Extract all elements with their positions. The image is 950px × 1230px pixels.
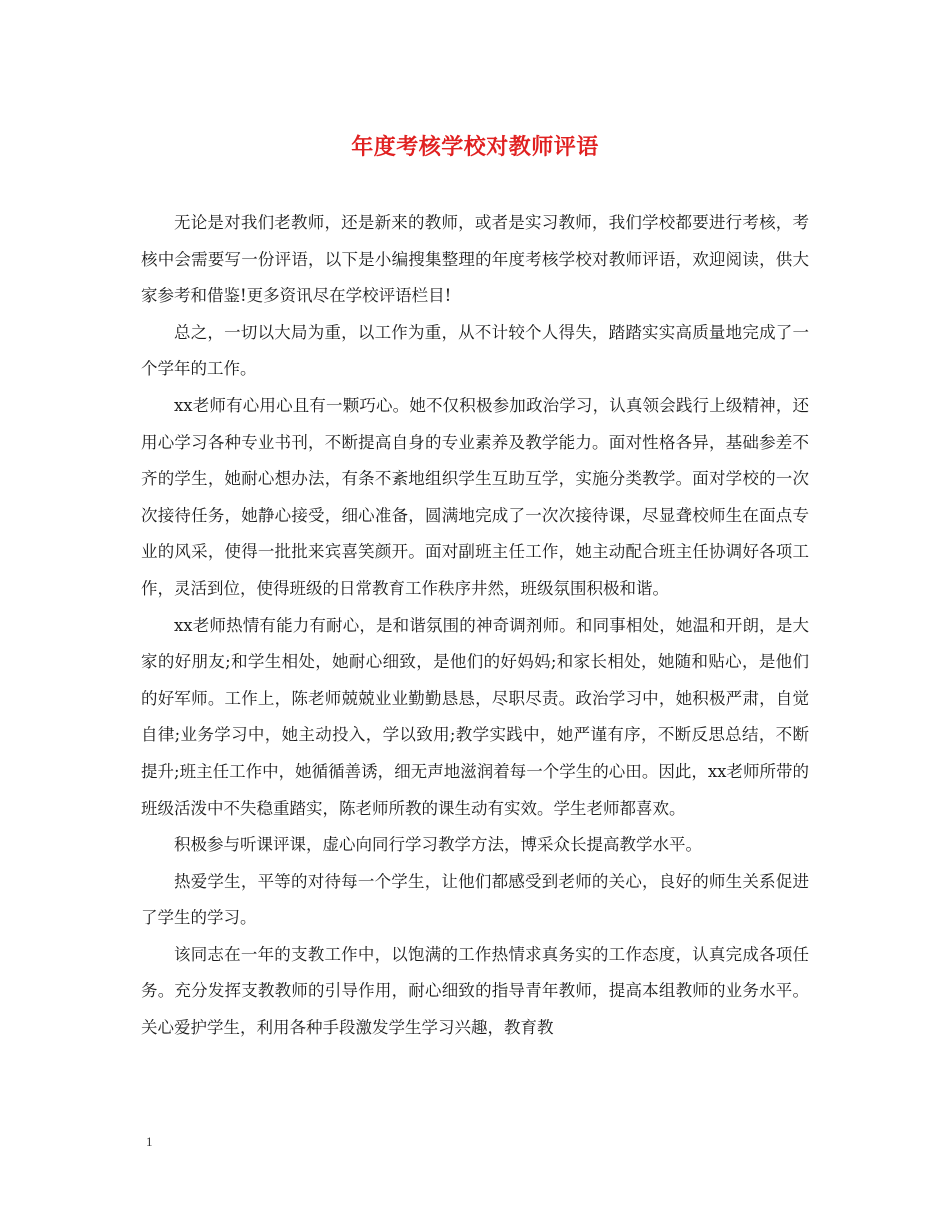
page-number: 1: [146, 1134, 153, 1149]
paragraph-comment-3: 积极参与听课评课，虚心向同行学习教学方法，博采众长提高教学水平。: [174, 835, 702, 855]
paragraph-comment-4: 热爱学生，平等的对待每一个学生，让他们都感受到老师的关心，良好的师生关系促进了学生的学习。: [141, 871, 809, 928]
paragraph-comment-2: xx老师热情有能力有耐心，是和谐氛围的神奇调剂师。和同事相处，她温和开朗，是大家的好朋友;和学生相处，她耐心细致，是他们的好妈妈;和家长相处，她随和贴心，是他们的好军师。工作上，陈老师兢兢业业勤勤恳恳，尽职尽责。政治学习中，她积极严肃，自觉自律;业务学习中，她主动投入，学以致用;教学实践中，她严谨有序，不断反思总结，不断提升;班主任工作中，她循循善诱，细无声地滋润着每一个学生的心田。因此，xx老师所带的班级活泼中不失稳重踏实，陈老师所教的课生动有实效。学生老师都喜欢。: [141, 615, 809, 818]
document-body: [141, 205, 809, 1047]
document-title: 年度考核学校对教师评语: [351, 135, 599, 160]
paragraph-intro: 无论是对我们老教师，还是新来的教师，或者是实习教师，我们学校都要进行考核，考核中会需要写一份评语，以下是小编搜集整理的年度考核学校对教师评语，欢迎阅读，供大家参考和借鉴!更多资讯尽在学校评语栏目!: [141, 213, 809, 306]
paragraph-summary: 总之，一切以大局为重，以工作为重，从不计较个人得失，踏踏实实高质量地完成了一个学年的工作。: [141, 322, 809, 379]
paragraph-comment-5: 该同志在一年的支教工作中，以饱满的工作热情求真务实的工作态度，认真完成各项任务。充分发挥支教教师的引导作用，耐心细致的指导青年教师，提高本组教师的业务水平。关心爱护学生，利用各种手段激发学生学习兴趣，教育教: [141, 944, 809, 1038]
paragraph-comment-1: xx老师有心用心且有一颗巧心。她不仅积极参加政治学习，认真领会践行上级精神，还用心学习各种专业书刊，不断提高自身的专业素养及教学能力。面对性格各异，基础参差不齐的学生，她耐心想办法，有条不紊地组织学生互助互学，实施分类教学。面对学校的一次次接待任务，她静心接受，细心准备，圆满地完成了一次次接待课，尽显聋校师生在面点专业的风采，使得一批批来宾喜笑颜开。面对副班主任工作，她主动配合班主任协调好各项工作，灵活到位，使得班级的日常教育工作秩序井然，班级氛围积极和谐。: [141, 395, 809, 598]
